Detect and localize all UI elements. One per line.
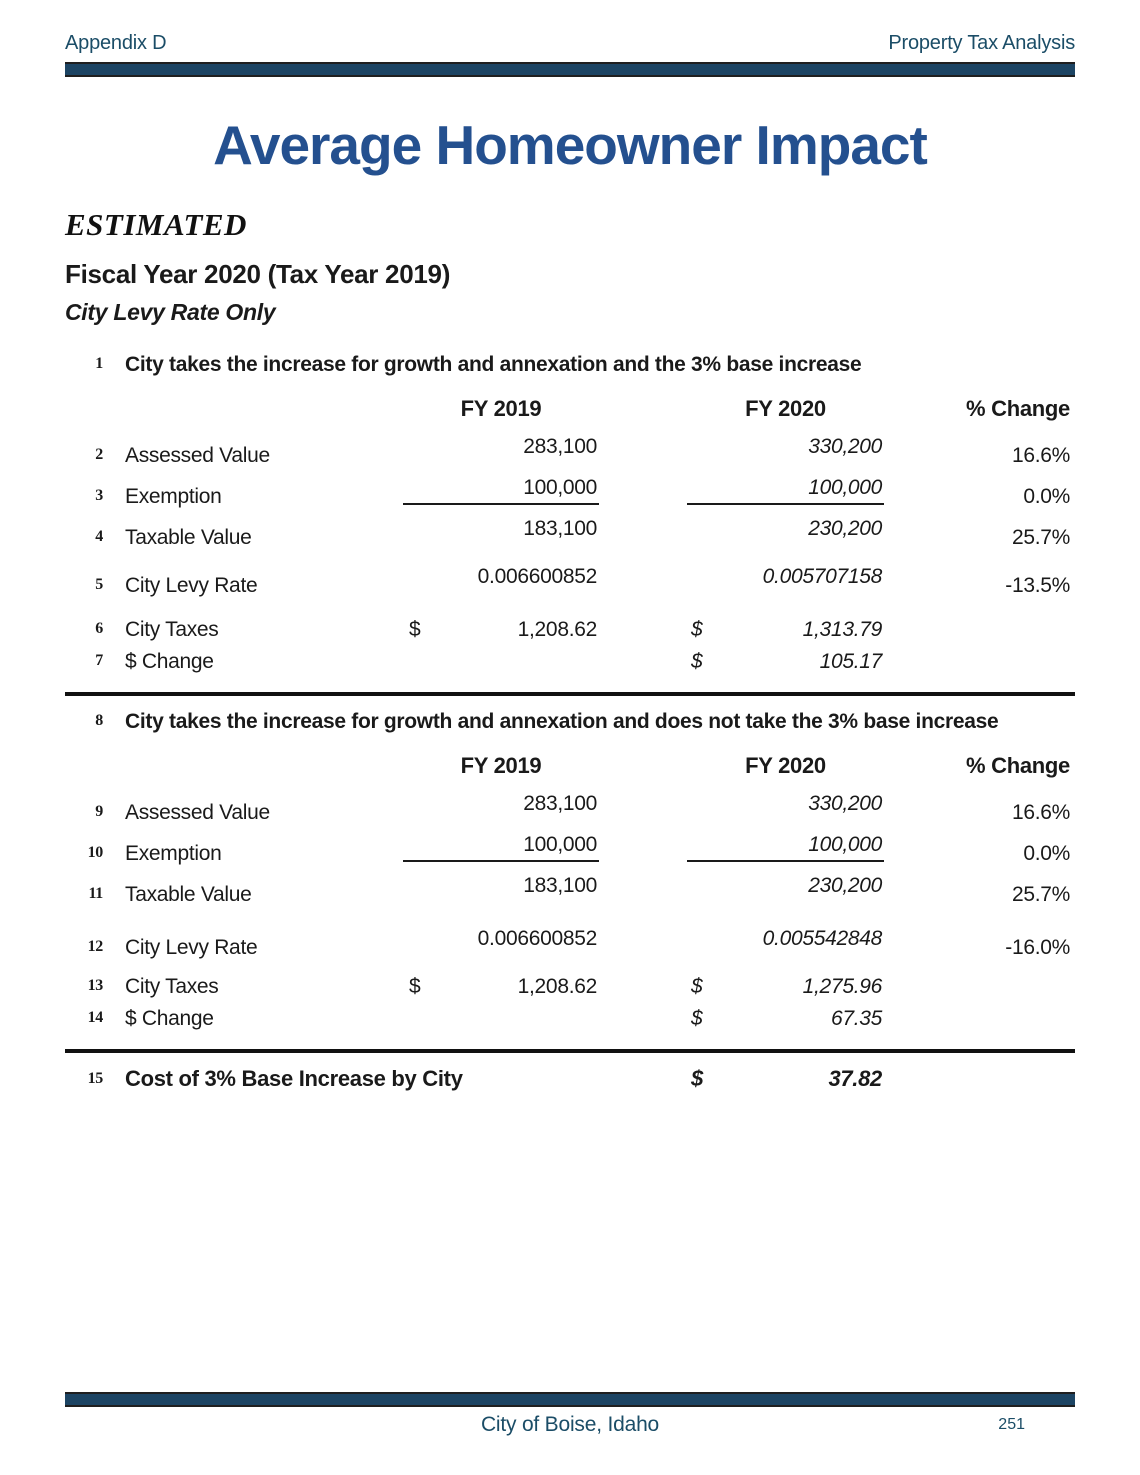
pct-change-value: 16.6% — [1011, 801, 1070, 824]
fy2019-value: 100,000 — [523, 833, 597, 856]
summary-row-cost-of-base-increase — [65, 1064, 1075, 1097]
column-header-row — [65, 394, 1075, 424]
row-label: Exemption — [125, 842, 222, 865]
pct-change-value: -16.0% — [1005, 936, 1070, 959]
pct-change-value: 25.7% — [1011, 526, 1070, 549]
row-number: 1 — [95, 355, 103, 372]
pct-change-value: 0.0% — [1023, 485, 1070, 508]
pct-change-value: -13.5% — [1005, 574, 1070, 597]
fy2020-value: 1,313.79 — [802, 618, 882, 641]
fy2019-cell — [403, 972, 599, 1002]
fy2019-value: 183,100 — [523, 517, 597, 540]
pct-change-value: 16.6% — [1011, 444, 1070, 467]
section-heading: City takes the increase for growth and annexation and does not take the 3% base increase — [125, 710, 999, 733]
table-row-taxable-value — [65, 514, 1075, 555]
dollar-sign: $ — [409, 975, 421, 998]
running-header — [65, 0, 1075, 55]
table-row-city-levy-rate — [65, 924, 1075, 965]
fy2020-cell — [687, 972, 884, 1002]
fy2019-cell — [403, 473, 599, 505]
dollar-sign: $ — [691, 650, 703, 673]
row-number: 7 — [95, 652, 103, 669]
column-header-fy2020: FY 2020 — [745, 396, 826, 421]
row-number: 6 — [95, 620, 103, 637]
table-row-city-taxes — [65, 972, 1075, 1004]
dollar-sign: $ — [691, 975, 703, 998]
row-label: City Taxes — [125, 618, 219, 641]
fy2020-cell — [687, 789, 884, 819]
fy2020-value: 67.35 — [830, 1007, 882, 1030]
fy2019-cell — [403, 615, 599, 645]
fy2019-cell — [403, 789, 599, 819]
column-header-fy2020: FY 2020 — [745, 753, 826, 778]
row-number: 13 — [87, 977, 103, 994]
fy2020-cell — [687, 924, 884, 954]
pct-change-value: 0.0% — [1023, 842, 1070, 865]
fy2019-value: 183,100 — [523, 874, 597, 897]
fy2019-cell — [403, 830, 599, 862]
summary-value: 37.82 — [828, 1066, 882, 1091]
fy2020-value: 1,275.96 — [802, 975, 882, 998]
row-number: 8 — [95, 712, 103, 729]
dollar-sign: $ — [691, 618, 703, 641]
row-number: 11 — [88, 885, 103, 902]
fy2019-cell — [403, 871, 599, 901]
row-number: 3 — [95, 487, 103, 504]
subtitle-levy-scope: City Levy Rate Only — [65, 299, 276, 325]
row-number: 4 — [95, 528, 103, 545]
fy2020-value: 230,200 — [808, 874, 882, 897]
section-2-heading-row — [65, 707, 1075, 739]
table-row-dollar-change — [65, 1004, 1075, 1036]
row-label: City Levy Rate — [125, 936, 258, 959]
row-label: Taxable Value — [125, 526, 252, 549]
row-number: 12 — [87, 938, 103, 955]
fy2020-cell — [687, 871, 884, 901]
table-row-exemption — [65, 473, 1075, 514]
row-label: Assessed Value — [125, 444, 270, 467]
row-label: City Taxes — [125, 975, 219, 998]
fy2020-cell — [687, 562, 884, 592]
pct-change-value: 25.7% — [1011, 883, 1070, 906]
dollar-sign: $ — [691, 1007, 703, 1030]
header-right-label: Property Tax Analysis — [888, 32, 1075, 54]
fy2020-value: 0.005707158 — [762, 565, 882, 588]
column-header-pct-change: % Change — [966, 396, 1070, 421]
row-number: 14 — [87, 1009, 103, 1026]
table-row-dollar-change — [65, 647, 1075, 679]
row-label: Exemption — [125, 485, 222, 508]
fy2020-value: 100,000 — [808, 833, 882, 856]
fy2019-cell — [403, 432, 599, 462]
column-header-row — [65, 751, 1075, 781]
section-divider — [65, 1049, 1075, 1053]
fy2020-value: 105.17 — [819, 650, 882, 673]
section-heading: City takes the increase for growth and annexation and the 3% base increase — [125, 353, 862, 376]
subtitle-estimated: ESTIMATED — [65, 207, 247, 242]
row-number: 15 — [87, 1070, 103, 1087]
fy2019-value: 283,100 — [523, 435, 597, 458]
column-header-pct-change: % Change — [966, 753, 1070, 778]
fy2020-cell — [687, 514, 884, 544]
subtitle-fiscal-year: Fiscal Year 2020 (Tax Year 2019) — [65, 259, 451, 289]
fy2019-value: 1,208.62 — [517, 618, 597, 641]
running-footer — [0, 1385, 1140, 1447]
fy2019-value: 1,208.62 — [517, 975, 597, 998]
fy2020-value: 230,200 — [808, 517, 882, 540]
table-row-assessed-value — [65, 432, 1075, 473]
section-divider — [65, 692, 1075, 696]
header-rule-bar — [65, 62, 1075, 77]
fy2020-cell — [687, 647, 884, 677]
header-left-label: Appendix D — [65, 32, 167, 54]
fy2020-cell — [687, 615, 884, 645]
tax-table — [0, 350, 1140, 1097]
fy2019-cell — [403, 562, 599, 592]
fy2020-value: 0.005542848 — [762, 927, 882, 950]
table-row-city-levy-rate — [65, 562, 1075, 603]
summary-value-cell — [687, 1064, 884, 1094]
dollar-sign: $ — [691, 1066, 703, 1091]
table-row-exemption — [65, 830, 1075, 871]
dollar-sign: $ — [409, 618, 421, 641]
fy2020-value: 330,200 — [808, 792, 882, 815]
column-header-fy2019: FY 2019 — [460, 753, 542, 778]
fy2019-cell — [403, 514, 599, 544]
section-1-heading-row — [65, 350, 1075, 382]
table-row-city-taxes — [65, 615, 1075, 647]
row-number: 10 — [87, 844, 103, 861]
fy2020-value: 330,200 — [808, 435, 882, 458]
row-label: $ Change — [125, 1007, 214, 1030]
column-header-fy2019: FY 2019 — [460, 396, 542, 421]
fy2019-value: 100,000 — [523, 476, 597, 499]
fy2019-value: 0.006600852 — [477, 565, 597, 588]
fy2019-value: 0.006600852 — [477, 927, 597, 950]
row-label: City Levy Rate — [125, 574, 258, 597]
fy2020-cell — [687, 830, 884, 862]
table-row-assessed-value — [65, 789, 1075, 830]
row-label: $ Change — [125, 650, 214, 673]
summary-label: Cost of 3% Base Increase by City — [125, 1066, 463, 1091]
footer-center-label: City of Boise, Idaho — [480, 1413, 660, 1436]
fy2019-value: 283,100 — [523, 792, 597, 815]
fy2020-cell — [687, 1004, 884, 1034]
fy2020-cell — [687, 432, 884, 462]
fy2019-cell — [403, 924, 599, 954]
row-number: 2 — [95, 446, 103, 463]
row-number: 9 — [95, 803, 103, 820]
page-title: Average Homeowner Impact — [213, 114, 927, 176]
row-label: Taxable Value — [125, 883, 252, 906]
fy2020-value: 100,000 — [808, 476, 882, 499]
row-number: 5 — [95, 576, 103, 593]
fy2020-cell — [687, 473, 884, 505]
footer-rule-bar — [65, 1392, 1075, 1407]
footer-page-number: 251 — [998, 1416, 1025, 1433]
row-label: Assessed Value — [125, 801, 270, 824]
table-row-taxable-value — [65, 871, 1075, 912]
